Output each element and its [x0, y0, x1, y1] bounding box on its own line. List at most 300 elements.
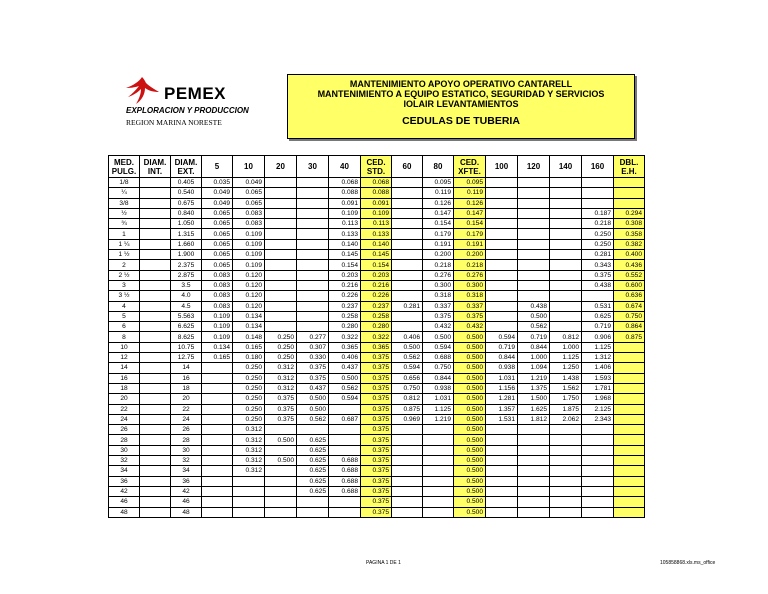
table-cell: 14 — [171, 363, 202, 373]
table-row — [109, 342, 645, 352]
table-cell: 0.179 — [423, 229, 454, 239]
table-cell — [265, 476, 297, 486]
table-cell — [614, 456, 645, 466]
table-row — [109, 486, 645, 496]
table-cell — [486, 456, 518, 466]
table-cell — [582, 291, 614, 301]
table-cell: 0.165 — [202, 353, 233, 363]
table-cell: 0.120 — [233, 301, 265, 311]
table-cell: 0.294 — [614, 208, 645, 218]
table-cell — [265, 445, 297, 455]
table-cell — [392, 250, 423, 260]
column-header: 20 — [265, 156, 297, 178]
table-row — [109, 414, 645, 424]
table-cell: 0.500 — [329, 373, 361, 383]
table-cell: 0.065 — [202, 260, 233, 270]
table-header-row — [109, 156, 645, 178]
table-cell: 0.203 — [329, 270, 361, 280]
table-cell — [265, 250, 297, 260]
table-cell — [392, 507, 423, 517]
table-cell: 0.191 — [423, 239, 454, 249]
table-cell: 0.126 — [423, 198, 454, 208]
table-row — [109, 311, 645, 321]
table-cell: 0.875 — [392, 404, 423, 414]
table-cell: 0.500 — [454, 363, 486, 373]
table-cell — [614, 435, 645, 445]
table-cell — [329, 435, 361, 445]
table-cell: 0.203 — [361, 270, 392, 280]
table-cell — [265, 178, 297, 188]
table-cell — [614, 425, 645, 435]
table-cell: 1.125 — [550, 353, 582, 363]
table-cell: 2.062 — [550, 414, 582, 424]
table-cell: 0.065 — [233, 188, 265, 198]
table-cell: 1.000 — [550, 342, 582, 352]
table-cell — [518, 291, 550, 301]
table-cell — [140, 363, 171, 373]
table-cell: 0.083 — [233, 208, 265, 218]
table-cell: 0.088 — [329, 188, 361, 198]
table-cell — [486, 239, 518, 249]
pipe-schedule-table — [108, 155, 645, 518]
table-cell — [297, 239, 329, 249]
table-cell: 0.049 — [233, 178, 265, 188]
table-cell: 0.312 — [233, 445, 265, 455]
table-cell — [297, 291, 329, 301]
table-cell: 1.250 — [550, 363, 582, 373]
table-cell: 0.250 — [582, 239, 614, 249]
table-cell: 0.308 — [614, 219, 645, 229]
table-cell: 28 — [109, 435, 140, 445]
table-cell — [140, 456, 171, 466]
table-cell: 1.562 — [550, 383, 582, 393]
table-cell: 6.625 — [171, 322, 202, 332]
table-row — [109, 260, 645, 270]
table-cell: 1.125 — [582, 342, 614, 352]
table-cell: 0.109 — [233, 260, 265, 270]
table-cell — [550, 497, 582, 507]
table-cell — [265, 425, 297, 435]
table-cell: 3.5 — [171, 280, 202, 290]
table-cell: 0.688 — [329, 476, 361, 486]
table-cell: 0.250 — [265, 342, 297, 352]
table-cell: 0.438 — [582, 280, 614, 290]
table-cell: 0.119 — [454, 188, 486, 198]
table-cell — [550, 445, 582, 455]
table-cell — [486, 229, 518, 239]
brand-subtitle: EXPLORACION Y PRODUCCION — [126, 106, 249, 115]
table-cell — [297, 280, 329, 290]
table-cell: 6 — [109, 322, 140, 332]
table-cell: 1.625 — [518, 404, 550, 414]
table-cell: 0.864 — [614, 322, 645, 332]
table-cell: 0.237 — [361, 301, 392, 311]
table-cell: 0.200 — [423, 250, 454, 260]
table-cell — [202, 435, 233, 445]
table-cell — [486, 507, 518, 517]
table-cell — [140, 373, 171, 383]
table-cell — [329, 445, 361, 455]
table-cell — [233, 507, 265, 517]
table-cell: 42 — [109, 486, 140, 496]
table-cell: 0.277 — [297, 332, 329, 342]
table-cell — [202, 394, 233, 404]
table-cell: 0.562 — [297, 414, 329, 424]
table-cell: 1.500 — [518, 394, 550, 404]
table-cell: 0.216 — [329, 280, 361, 290]
table-cell — [202, 466, 233, 476]
table-cell: 0.218 — [423, 260, 454, 270]
table-cell: 26 — [109, 425, 140, 435]
table-cell: 0.375 — [361, 497, 392, 507]
table-cell — [202, 373, 233, 383]
table-cell: 1.375 — [518, 383, 550, 393]
table-cell — [392, 188, 423, 198]
table-cell: 0.500 — [392, 342, 423, 352]
table-cell: 1 — [109, 229, 140, 239]
table-cell — [614, 445, 645, 455]
table-cell: 0.375 — [361, 456, 392, 466]
table-cell: 0.844 — [486, 353, 518, 363]
table-cell — [486, 476, 518, 486]
table-cell — [518, 239, 550, 249]
table-cell: 0.875 — [614, 332, 645, 342]
table-cell: 1.156 — [486, 383, 518, 393]
table-cell — [518, 208, 550, 218]
table-cell — [392, 497, 423, 507]
table-cell — [423, 476, 454, 486]
table-cell — [297, 229, 329, 239]
table-cell: 2.375 — [171, 260, 202, 270]
table-cell — [486, 260, 518, 270]
table-cell — [423, 456, 454, 466]
table-cell — [423, 507, 454, 517]
table-cell — [329, 507, 361, 517]
table-cell: 0.226 — [329, 291, 361, 301]
table-cell: 0.083 — [233, 219, 265, 229]
table-cell: 0.358 — [614, 229, 645, 239]
table-row — [109, 373, 645, 383]
table-cell: ¼ — [109, 188, 140, 198]
table-cell — [265, 260, 297, 270]
table-cell: 0.906 — [582, 332, 614, 342]
table-cell: 0.280 — [329, 322, 361, 332]
table-cell: 0.432 — [423, 322, 454, 332]
table-cell: 0.322 — [361, 332, 392, 342]
table-cell: 0.312 — [233, 425, 265, 435]
table-cell — [614, 404, 645, 414]
table-cell: 1 ½ — [109, 250, 140, 260]
table-cell: 12 — [109, 353, 140, 363]
table-cell: 1.750 — [550, 394, 582, 404]
table-cell: 0.250 — [265, 353, 297, 363]
table-cell: 0.688 — [329, 486, 361, 496]
table-cell: 0.500 — [297, 404, 329, 414]
table-cell — [392, 425, 423, 435]
table-cell — [486, 445, 518, 455]
table-cell: 0.500 — [454, 332, 486, 342]
table-cell — [582, 425, 614, 435]
table-cell: 1.219 — [423, 414, 454, 424]
table-cell: 0.165 — [233, 342, 265, 352]
table-cell: 1.812 — [518, 414, 550, 424]
table-cell: 0.500 — [454, 353, 486, 363]
pemex-logo — [120, 68, 270, 130]
table-cell — [550, 466, 582, 476]
table-cell: 20 — [171, 394, 202, 404]
table-cell — [392, 270, 423, 280]
table-cell — [140, 219, 171, 229]
table-cell: 0.120 — [233, 270, 265, 280]
table-cell: 0.068 — [329, 178, 361, 188]
table-row — [109, 507, 645, 517]
table-row — [109, 270, 645, 280]
table-cell: 32 — [109, 456, 140, 466]
table-cell — [140, 497, 171, 507]
table-cell: 0.109 — [233, 250, 265, 260]
table-cell: 0.083 — [202, 291, 233, 301]
table-cell: 0.088 — [361, 188, 392, 198]
table-cell — [550, 425, 582, 435]
table-cell: 4.5 — [171, 301, 202, 311]
table-cell: 0.065 — [233, 198, 265, 208]
table-cell: 0.375 — [361, 394, 392, 404]
table-cell: 1.968 — [582, 394, 614, 404]
table-cell — [202, 425, 233, 435]
table-cell: 0.119 — [423, 188, 454, 198]
table-cell — [614, 373, 645, 383]
table-row — [109, 239, 645, 249]
table-cell: 0.594 — [329, 394, 361, 404]
table-cell: 0.500 — [454, 383, 486, 393]
table-cell: 0.594 — [486, 332, 518, 342]
table-cell: 10.75 — [171, 342, 202, 352]
table-cell: 0.154 — [423, 219, 454, 229]
table-cell — [614, 476, 645, 486]
table-cell: 0.625 — [582, 311, 614, 321]
table-cell — [265, 208, 297, 218]
table-cell: 0.191 — [454, 239, 486, 249]
table-cell — [486, 280, 518, 290]
table-cell: 0.065 — [202, 239, 233, 249]
table-cell: 32 — [171, 456, 202, 466]
table-cell: 5.563 — [171, 311, 202, 321]
table-cell: ¾ — [109, 219, 140, 229]
table-cell: 0.120 — [233, 280, 265, 290]
table-cell — [550, 311, 582, 321]
table-cell: 0.281 — [392, 301, 423, 311]
table-cell — [202, 497, 233, 507]
table-cell: 0.180 — [233, 353, 265, 363]
table-cell — [392, 291, 423, 301]
column-header: DIAM. INT. — [140, 156, 171, 178]
table-cell — [140, 394, 171, 404]
column-header: CED. STD. — [361, 156, 392, 178]
table-cell — [140, 486, 171, 496]
table-cell — [518, 198, 550, 208]
table-row — [109, 332, 645, 342]
table-cell: 0.432 — [454, 322, 486, 332]
table-cell: 1.050 — [171, 219, 202, 229]
table-cell — [550, 301, 582, 311]
table-cell — [265, 229, 297, 239]
column-header: DBL. E.H. — [614, 156, 645, 178]
table-cell: 0.540 — [171, 188, 202, 198]
table-cell: 0.500 — [454, 394, 486, 404]
table-cell: 0.688 — [423, 353, 454, 363]
table-cell — [518, 435, 550, 445]
table-cell: 2 — [109, 260, 140, 270]
table-row — [109, 188, 645, 198]
table-row — [109, 363, 645, 373]
table-cell — [486, 425, 518, 435]
table-cell: 0.280 — [361, 322, 392, 332]
table-cell: 0.145 — [361, 250, 392, 260]
table-row — [109, 497, 645, 507]
table-cell: 0.750 — [614, 311, 645, 321]
table-cell — [392, 280, 423, 290]
table-cell — [550, 178, 582, 188]
table-cell — [265, 291, 297, 301]
table-cell — [518, 497, 550, 507]
table-cell: 0.312 — [233, 466, 265, 476]
table-cell: 1.781 — [582, 383, 614, 393]
table-cell: 0.083 — [202, 280, 233, 290]
table-cell: 0.500 — [454, 497, 486, 507]
title-line-1: MANTENIMIENTO APOYO OPERATIVO CANTARELL — [349, 79, 573, 89]
table-cell: 0.250 — [233, 383, 265, 393]
table-cell: 0.500 — [454, 445, 486, 455]
table-cell: 0.375 — [423, 311, 454, 321]
table-cell: 0.365 — [361, 342, 392, 352]
table-cell: 4.0 — [171, 291, 202, 301]
table-cell — [486, 178, 518, 188]
table-cell — [518, 456, 550, 466]
table-cell: 0.375 — [361, 353, 392, 363]
column-header: 10 — [233, 156, 265, 178]
column-header: CED. XFTE. — [454, 156, 486, 178]
table-cell: 18 — [171, 383, 202, 393]
table-cell: 0.844 — [518, 342, 550, 352]
table-cell: 0.437 — [297, 383, 329, 393]
table-cell: 0.218 — [582, 219, 614, 229]
table-cell: 0.134 — [233, 311, 265, 321]
table-cell — [486, 188, 518, 198]
table-cell: 0.382 — [614, 239, 645, 249]
table-cell: 0.500 — [454, 476, 486, 486]
table-cell: 0.500 — [454, 435, 486, 445]
table-cell — [265, 497, 297, 507]
table-cell: 0.375 — [582, 270, 614, 280]
table-cell: 0.312 — [233, 435, 265, 445]
column-header: 100 — [486, 156, 518, 178]
table-cell: 1.315 — [171, 229, 202, 239]
table-cell: 0.375 — [361, 445, 392, 455]
table-cell — [550, 456, 582, 466]
table-cell — [202, 507, 233, 517]
table-cell: 0.400 — [614, 250, 645, 260]
table-cell — [550, 322, 582, 332]
table-cell — [202, 476, 233, 486]
table-cell: 0.688 — [329, 466, 361, 476]
table-cell: 0.594 — [392, 363, 423, 373]
table-cell — [297, 301, 329, 311]
table-cell: 0.600 — [614, 280, 645, 290]
table-cell — [140, 301, 171, 311]
table-cell — [140, 311, 171, 321]
table-cell — [265, 219, 297, 229]
table-cell — [392, 229, 423, 239]
table-cell: 0.250 — [233, 363, 265, 373]
table-cell — [614, 507, 645, 517]
table-cell — [550, 476, 582, 486]
table-cell — [140, 414, 171, 424]
table-cell — [392, 219, 423, 229]
table-cell — [202, 456, 233, 466]
table-cell: 0.109 — [202, 332, 233, 342]
column-header: 160 — [582, 156, 614, 178]
table-cell — [297, 425, 329, 435]
table-cell — [582, 507, 614, 517]
table-cell — [297, 497, 329, 507]
table-body — [109, 178, 645, 518]
table-cell: 0.109 — [202, 311, 233, 321]
table-cell: 24 — [109, 414, 140, 424]
pemex-eagle-icon — [124, 76, 160, 106]
table-cell — [265, 486, 297, 496]
table-cell — [392, 466, 423, 476]
table-cell: 36 — [109, 476, 140, 486]
table-cell: 0.840 — [171, 208, 202, 218]
table-cell: 0.276 — [423, 270, 454, 280]
table-cell: 0.375 — [265, 394, 297, 404]
table-cell — [614, 342, 645, 352]
table-cell: 0.250 — [233, 373, 265, 383]
table-cell — [582, 435, 614, 445]
table-cell: 0.625 — [297, 466, 329, 476]
table-cell: 2.125 — [582, 404, 614, 414]
table-cell — [202, 404, 233, 414]
table-cell — [265, 301, 297, 311]
table-cell — [297, 198, 329, 208]
table-cell: 0.406 — [329, 353, 361, 363]
table-cell: 0.438 — [518, 301, 550, 311]
table-cell — [297, 250, 329, 260]
table-cell — [140, 178, 171, 188]
title-line-3: IOLAIR LEVANTAMIENTOS — [403, 99, 519, 109]
table-cell: 0.938 — [423, 383, 454, 393]
table-cell: 0.375 — [297, 363, 329, 373]
table-cell — [265, 311, 297, 321]
table-cell — [550, 291, 582, 301]
table-cell: 0.375 — [265, 414, 297, 424]
table-cell — [140, 208, 171, 218]
table-cell — [518, 425, 550, 435]
table-cell — [486, 270, 518, 280]
table-cell: 0.154 — [329, 260, 361, 270]
table-cell: 34 — [109, 466, 140, 476]
table-row — [109, 322, 645, 332]
table-cell: 0.218 — [454, 260, 486, 270]
table-cell — [202, 445, 233, 455]
table-cell — [140, 435, 171, 445]
table-cell: 0.375 — [454, 311, 486, 321]
table-cell: 0.405 — [171, 178, 202, 188]
table-cell — [423, 466, 454, 476]
table-cell — [486, 301, 518, 311]
table-cell: 18 — [109, 383, 140, 393]
table-cell: 0.375 — [361, 425, 392, 435]
